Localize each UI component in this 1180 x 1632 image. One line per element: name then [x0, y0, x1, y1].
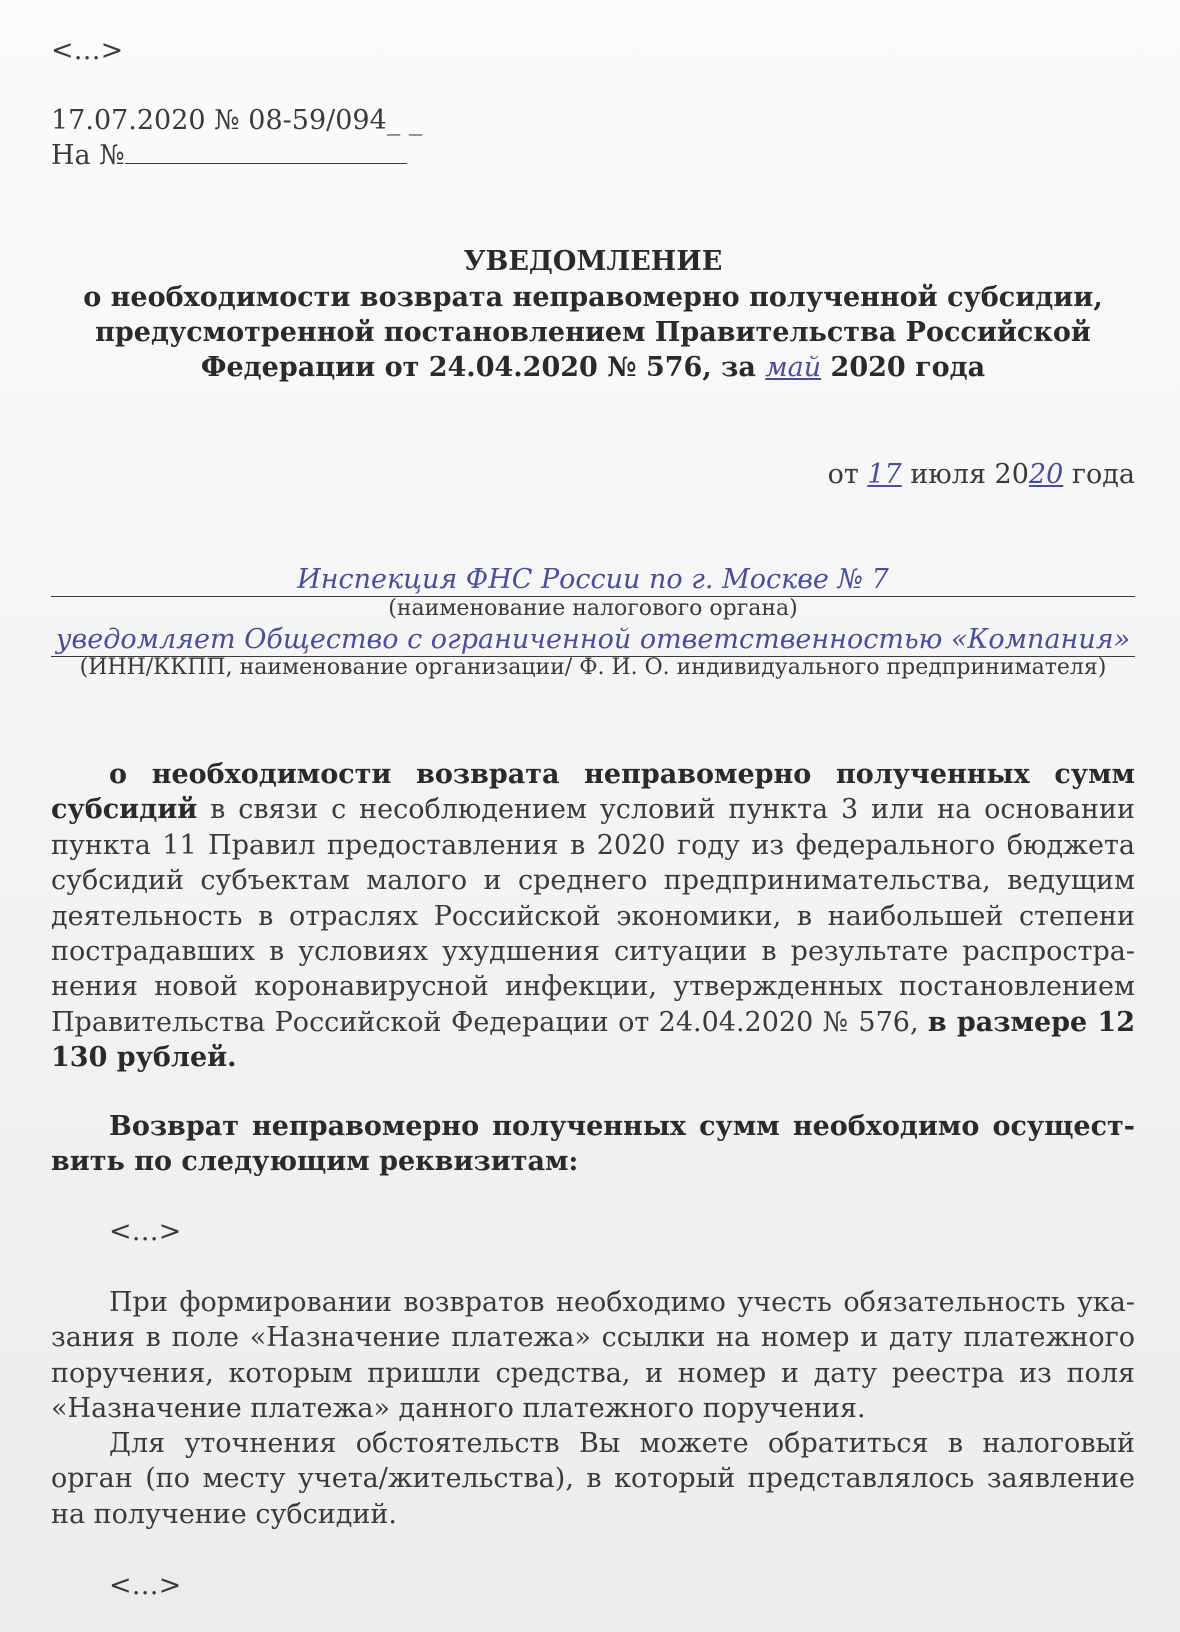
ellipsis-end: <…> — [109, 1570, 182, 1601]
paragraph-contact: Для уточнения обстоятельств Вы можете обратиться в налоговый орган (по месту учета/жительства), в который представлялось заявление на получение субсидий. — [51, 1428, 1135, 1530]
notice-title: УВЕДОМЛЕНИЕ — [463, 246, 723, 277]
date-year-fill: 20 — [1028, 459, 1064, 490]
recipient-caption: (ИНН/ККПП, наименование организации/ Ф. И. О. индивидуального предпринимателя) — [79, 655, 1107, 680]
paragraph-body: в связи с несоблюдением условий пункта 3 или на основании пункта 11 Правил предоставления в 2020 году из федерального бюджета субсидий субъектам малого и среднего предпринимательства, ведущим деятельность в отраслях Российской экономики, в наибольшей степени пострадавших в условиях ухудшения ситуации в результате распространения новой коронавирусной инфекции, утвержденных постановлением Правительства Российской Федерации от 24.04.2020 № 576, — [51, 794, 1135, 1038]
paragraph-lead-bold: о необходимости возврата неправомерно полученных сумм субсидий — [51, 759, 1135, 826]
requisites-heading: Возврат неправомерно полученных сумм необходимо осуществить по следующим реквизитам: — [51, 1111, 1135, 1178]
reference-blank — [125, 139, 407, 164]
date-suffix: года — [1063, 459, 1135, 490]
tax-authority-caption: (наименование налогового органа) — [388, 596, 798, 621]
paragraph-requisites-heading — [51, 1109, 1135, 1180]
notice-date — [828, 458, 1135, 492]
notice-subtitle-line-2: предусмотренной постановлением Правительства Российской — [95, 317, 1091, 348]
tax-authority-field: Инспекция ФНС России по г. Москве № 7 — [51, 564, 1135, 597]
reference-number-line — [51, 139, 407, 173]
notice-subtitle-line-3 — [51, 350, 1135, 385]
recipient-field: уведомляет Общество с ограниченной ответственностью «Компания» — [51, 624, 1135, 657]
notice-subtitle-line-1: о необходимости возврата неправомерно полученной субсидии, — [83, 282, 1103, 313]
subtitle-prefix: Федерации от 24.04.2020 № 576, за — [200, 352, 766, 383]
date-middle: июля 20 — [901, 459, 1029, 490]
date-prefix: от — [827, 459, 868, 490]
reference-label: На № — [51, 140, 125, 171]
month-fill: май — [765, 352, 822, 383]
ellipsis-top: <…> — [51, 35, 124, 66]
paragraph-subsidy-return — [51, 757, 1135, 1076]
amount-bold: в размере 12 130 рублей. — [51, 1006, 1135, 1074]
subtitle-suffix: 2020 года — [821, 352, 986, 383]
paragraph-payment-purpose: При формировании возвратов необходимо учесть обязательность указания в поле «Назначение платежа» ссылки на номер и дату платежного поручения, которым пришли средства, и номер и дату реестра из поля «Назначение платежа» данного платежного поручения. — [51, 1287, 1135, 1425]
ellipsis-middle: <…> — [109, 1216, 182, 1247]
document-date-number: 17.07.2020 № 08-59/094_ _ — [51, 105, 423, 136]
date-day-fill: 17 — [867, 459, 902, 490]
